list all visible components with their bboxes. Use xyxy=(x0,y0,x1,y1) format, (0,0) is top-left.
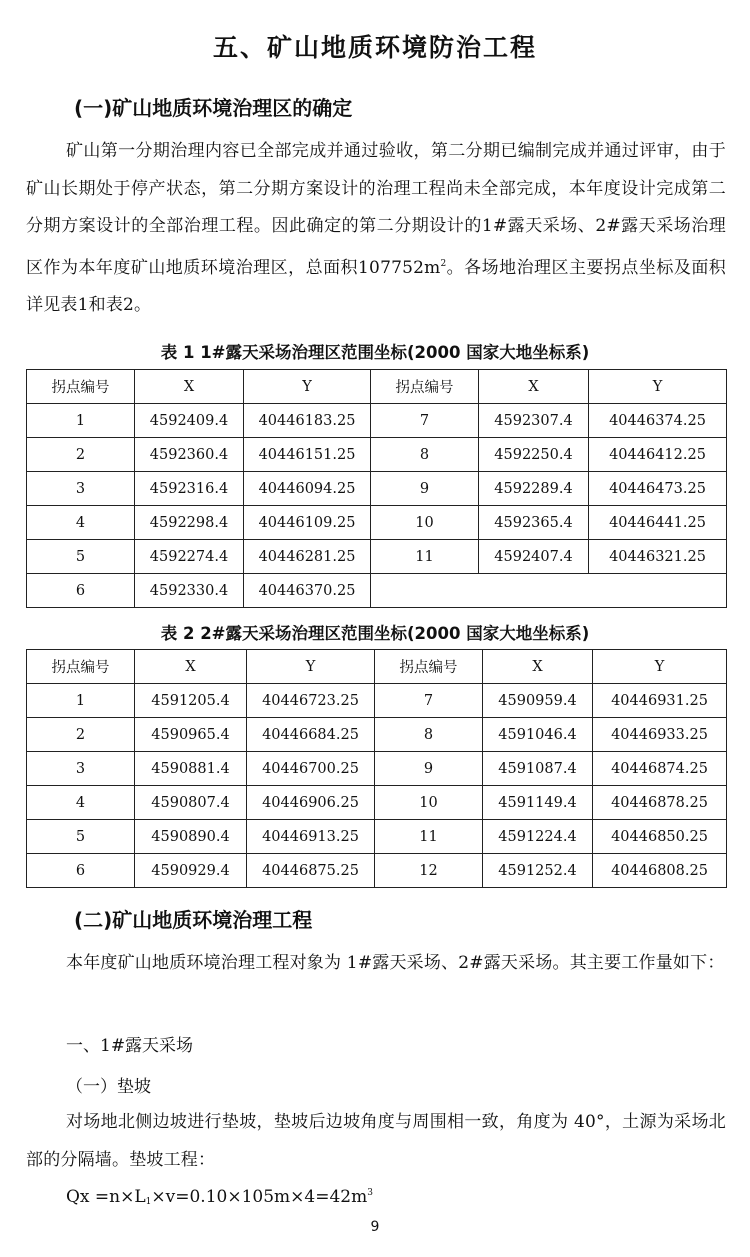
works-paragraph: 本年度矿山地质环境治理工程对象为 1#露天采场、2#露天采场。其主要工作量如下： xyxy=(66,953,725,973)
table2-header-row xyxy=(27,650,727,684)
table-cell: 40446931.25 xyxy=(593,684,727,718)
table-cell: 40446109.25 xyxy=(244,506,371,540)
table1-header-point-2: 拐点编号 xyxy=(371,370,479,404)
table-cell: 4590929.4 xyxy=(135,854,247,888)
table-cell: 40446874.25 xyxy=(593,752,727,786)
table-cell: 4592407.4 xyxy=(479,540,589,574)
table-row xyxy=(27,752,727,786)
table-cell: 9 xyxy=(371,472,479,506)
table-cell: 9 xyxy=(375,752,483,786)
formula-subscript: 1 xyxy=(145,1197,152,1207)
table-cell: 3 xyxy=(27,752,135,786)
table-row xyxy=(27,786,727,820)
table-cell: 1 xyxy=(27,404,135,438)
table-cell: 4592274.4 xyxy=(135,540,244,574)
table-row xyxy=(27,574,727,608)
table1-header-y-2: Y xyxy=(589,370,727,404)
table-cell: 4590890.4 xyxy=(135,820,247,854)
table-cell: 2 xyxy=(27,718,135,752)
table-cell: 4590881.4 xyxy=(135,752,247,786)
table-cell-empty xyxy=(371,574,727,608)
table-cell: 8 xyxy=(375,718,483,752)
table-cell: 4591046.4 xyxy=(483,718,593,752)
table-cell: 40446878.25 xyxy=(593,786,727,820)
table2-header-x-2: X xyxy=(483,650,593,684)
table-cell: 40446094.25 xyxy=(244,472,371,506)
table-cell: 40446151.25 xyxy=(244,438,371,472)
table-cell: 4592289.4 xyxy=(479,472,589,506)
table-cell: 7 xyxy=(375,684,483,718)
table-row xyxy=(27,540,727,574)
table2-header-y-2: Y xyxy=(593,650,727,684)
table-cell: 4591149.4 xyxy=(483,786,593,820)
table-cell: 40446281.25 xyxy=(244,540,371,574)
table-cell: 12 xyxy=(375,854,483,888)
table2-header-point-2: 拐点编号 xyxy=(375,650,483,684)
table-cell: 8 xyxy=(371,438,479,472)
table-cell: 4 xyxy=(27,786,135,820)
table-row xyxy=(27,684,727,718)
table-cell: 1 xyxy=(27,684,135,718)
table-cell: 6 xyxy=(27,574,135,608)
table-cell: 5 xyxy=(27,820,135,854)
table2-caption: 表 2 2#露天采场治理区范围坐标(2000 国家大地坐标系) xyxy=(160,624,590,643)
section-heading-1: (一)矿山地质环境治理区的确定 xyxy=(74,96,353,120)
table-row xyxy=(27,820,727,854)
intro-text-end: 。各场地治理区主要拐点坐标及面积详见表1和表2。 xyxy=(26,257,726,315)
table-cell: 40446808.25 xyxy=(593,854,727,888)
table-cell: 40446374.25 xyxy=(589,404,727,438)
table-cell: 4591205.4 xyxy=(135,684,247,718)
table2-header-point: 拐点编号 xyxy=(27,650,135,684)
table-cell: 4592250.4 xyxy=(479,438,589,472)
table-cell: 40446700.25 xyxy=(247,752,375,786)
table-row xyxy=(27,506,727,540)
table-cell: 4592316.4 xyxy=(135,472,244,506)
table-cell: 6 xyxy=(27,854,135,888)
table-cell: 40446684.25 xyxy=(247,718,375,752)
table-row xyxy=(27,404,727,438)
table-cell: 4592330.4 xyxy=(135,574,244,608)
table-cell: 4590959.4 xyxy=(483,684,593,718)
formula-part-b: ×v=0.10×105m×4=42m xyxy=(151,1187,368,1207)
formula-part-a: Qx =n×L xyxy=(66,1187,146,1207)
table-cell: 40446906.25 xyxy=(247,786,375,820)
table-cell: 4592307.4 xyxy=(479,404,589,438)
table2-header-y: Y xyxy=(247,650,375,684)
table-cell: 40446370.25 xyxy=(244,574,371,608)
table-cell: 4592360.4 xyxy=(135,438,244,472)
table-cell: 4591224.4 xyxy=(483,820,593,854)
table-cell: 40446183.25 xyxy=(244,404,371,438)
table-cell: 4 xyxy=(27,506,135,540)
table-row xyxy=(27,472,727,506)
table-cell: 40446412.25 xyxy=(589,438,727,472)
table1-header-y: Y xyxy=(244,370,371,404)
area-unit-sup: 2 xyxy=(440,258,447,269)
table-cell: 40446473.25 xyxy=(589,472,727,506)
table-cell: 3 xyxy=(27,472,135,506)
table-cell: 40446321.25 xyxy=(589,540,727,574)
table-cell: 4592365.4 xyxy=(479,506,589,540)
table-cell: 40446850.25 xyxy=(593,820,727,854)
table1-header-row xyxy=(27,370,727,404)
intro-text: 矿山第一分期治理内容已全部完成并通过验收，第二分期已编制完成并通过评审，由于矿山长期处于停产状态，第二分期方案设计的治理工程尚未全部完成，本年度设计完成第二分期方案设计的全部治理工程。因此确定的第二分期设计的1#露天采场、2#露天采场治理区作为本年度矿山地质环境治理区，总面积107752m xyxy=(26,141,726,278)
table-cell: 40446441.25 xyxy=(589,506,727,540)
table-cell: 10 xyxy=(371,506,479,540)
table2-coordinates xyxy=(26,649,727,888)
table-cell: 4591087.4 xyxy=(483,752,593,786)
table-cell: 5 xyxy=(27,540,135,574)
table-cell: 4590965.4 xyxy=(135,718,247,752)
subheading-stope-1: 一、1#露天采场 xyxy=(66,1036,194,1056)
page-number: 9 xyxy=(370,1219,380,1235)
table1-caption: 表 1 1#露天采场治理区范围坐标(2000 国家大地坐标系) xyxy=(160,343,590,362)
table-cell: 40446875.25 xyxy=(247,854,375,888)
table1-header-point: 拐点编号 xyxy=(27,370,135,404)
table-cell: 4592298.4 xyxy=(135,506,244,540)
table-row xyxy=(27,718,727,752)
table2-header-x: X xyxy=(135,650,247,684)
table-cell: 40446723.25 xyxy=(247,684,375,718)
page-title: 五、矿山地质环境防治工程 xyxy=(212,33,537,62)
table-cell: 7 xyxy=(371,404,479,438)
formula xyxy=(66,1187,373,1207)
table-cell: 40446913.25 xyxy=(247,820,375,854)
table-cell: 11 xyxy=(375,820,483,854)
section-heading-2: (二)矿山地质环境治理工程 xyxy=(74,908,313,932)
slope-paragraph: 对场地北侧边坡进行垫坡，垫坡后边坡角度与周围相一致，角度为 40°，土源为采场北部的分隔墙。垫坡工程： xyxy=(26,1112,726,1170)
table-cell: 40446933.25 xyxy=(593,718,727,752)
formula-superscript: 3 xyxy=(367,1188,373,1198)
table-cell: 4591252.4 xyxy=(483,854,593,888)
intro-paragraph xyxy=(26,133,726,325)
table-cell: 4590807.4 xyxy=(135,786,247,820)
table-cell: 10 xyxy=(375,786,483,820)
table-row xyxy=(27,438,727,472)
table1-coordinates xyxy=(26,369,727,608)
table1-header-x: X xyxy=(135,370,244,404)
table-row xyxy=(27,854,727,888)
table1-header-x-2: X xyxy=(479,370,589,404)
table-cell: 11 xyxy=(371,540,479,574)
subheading-slope-filling: （一）垫坡 xyxy=(66,1077,151,1097)
table-cell: 4592409.4 xyxy=(135,404,244,438)
table-cell: 2 xyxy=(27,438,135,472)
